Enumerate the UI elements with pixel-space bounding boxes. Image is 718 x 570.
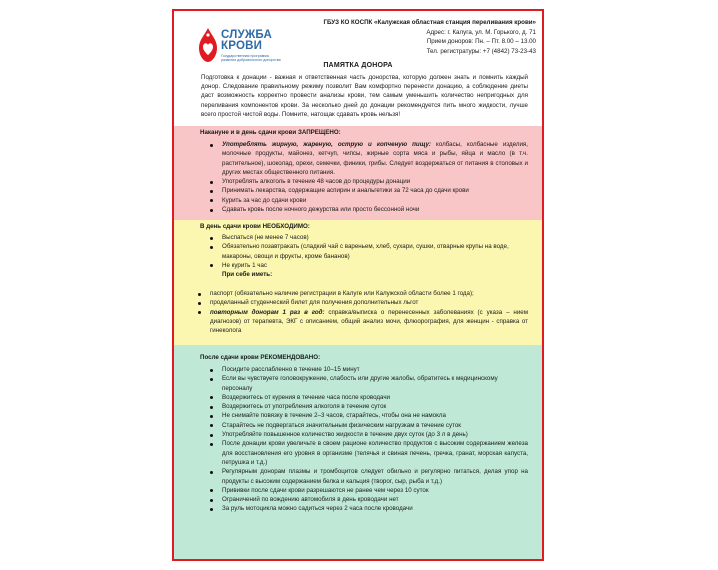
list-item: Употреблять жирную, жареную, острую и копченую пищу: колбасы, колбасные изделия, молочные продукты, майонез, кетчуп, чипсы, жирные сорта мяса и рыбы, яйца и масло (в т.ч. растительное), шоколад, орехи, семечки, финики, грибы. Следует воздержаться от питания в столовых и других местах общественного питания. xyxy=(174,140,528,177)
logo-subtitle: Государственная программа развития добровольного донорства xyxy=(221,54,281,63)
list-item: Принимать лекарства, содержащие аспирин и анальгетики за 72 часа до сдачи крови xyxy=(174,186,528,195)
list-item: Употребляйте повышенное количество жидкости в течение двух суток (до 3 л в день) xyxy=(174,430,528,439)
header-contacts xyxy=(296,18,536,56)
reception-hours: Прием доноров: Пн. – Пт. 8.00 – 13.00 xyxy=(426,38,536,46)
memo-title: ПАМЯТКА ДОНОРА xyxy=(323,62,393,69)
blood-drop-heart-icon xyxy=(196,26,220,66)
intro-paragraph: Подготовка к донации - важная и ответственная часть донорства, которую должен знать и помнить каждый донор. Следование правильному режиму позволит Вам комфортно перенести донацию, а соблюдение диеты даст возможность корректно провести анализы крови, тем самым уменьшить количество непригодных для переливания компонентов крови. За несколько дней до донации рекомендуется пить много жидкости, лучше всего простой чистой воды. Помните, натощак сдавать кровь нельзя! xyxy=(201,74,528,118)
list-item: Прививки после сдачи крови разрешаются не ранее чем через 10 суток xyxy=(174,486,528,495)
recommended-section xyxy=(174,345,542,561)
list-item: Старайтесь не подвергаться значительным физическим нагрузкам в течение суток xyxy=(174,421,528,430)
address: Адрес: г. Калуга, ул. М. Горького, д. 71 xyxy=(426,28,536,36)
forbidden-heading: Накануне и в день сдачи крови ЗАПРЕЩЕНО: xyxy=(200,129,341,136)
list-item: Не снимайте повязку в течение 2–3 часов, старайтесь, чтобы она не намокла xyxy=(174,411,528,420)
list-item: Посидите расслабленно в течение 10–15 минут xyxy=(174,365,528,374)
list-item: Воздержитесь от курения в течение часа после кроводачи xyxy=(174,393,528,402)
necessary-heading: В день сдачи крови НЕОБХОДИМО: xyxy=(200,223,310,230)
list-item: Выспаться (не менее 7 часов) xyxy=(174,233,528,242)
forbidden-section xyxy=(174,126,542,220)
organization-name: ГБУЗ КО КОСПК «Калужская областная станция переливания крови» xyxy=(323,19,536,26)
list-item: проделанный студенческий билет для получения дополнительных льгот xyxy=(174,298,528,307)
donor-memo-page xyxy=(172,9,544,561)
list-item: повторным донорам 1 раз в год: справка/выписка о перенесенных заболеваниях (с указа – нием диагнозов) от терапевта, ЭКГ с описанием, общий анализ мочи, флюорография, для женщин - справка от гинеколога xyxy=(174,308,528,336)
list-item: Сдавать кровь после ночного дежурства или просто бессонной ночи xyxy=(174,205,528,214)
list-item: Курить за час до сдачи крови xyxy=(174,196,528,205)
list-item: Ограничений по вождению автомобиля в день кроводачи нет xyxy=(174,495,528,504)
necessary-list xyxy=(174,233,528,279)
list-item: Употреблять алкоголь в течение 48 часов до процедуры донации xyxy=(174,177,528,186)
recommended-list xyxy=(174,365,528,514)
list-item: Если вы чувствуете головокружение, слабость или другие жалобы, обратитесь к медицинскому персоналу xyxy=(174,374,528,393)
recommended-heading: После сдачи крови РЕКОМЕНДОВАНО: xyxy=(200,354,321,361)
list-item: За руль мотоцикла можно садиться через 2 часа после кроводачи xyxy=(174,504,528,513)
bring-heading: При себе иметь: xyxy=(222,271,273,279)
list-item: паспорт (обязательно наличие регистрации в Калуге или Калужской области более 1 года); xyxy=(174,289,528,298)
list-item: Не курить 1 час xyxy=(174,261,528,270)
bring-list xyxy=(174,289,528,335)
list-item: Воздержитесь от употребления алкоголя в течение суток xyxy=(174,402,528,411)
registry-phone: Тел. регистратуры: +7 (4842) 73-23-43 xyxy=(426,47,536,55)
forbidden-list xyxy=(174,140,528,214)
list-item: После донации крови увеличьте в своем рационе количество продуктов с высоким содержанием железа для восстановления его уровня в организме (телячья и свиная печень, гречка, гранат, морская капуста, петрушка и т.д.) xyxy=(174,439,528,467)
list-item: Регулярным донорам плазмы и тромбоцитов следует обильно и регулярно питаться, делая упор на продукты с высоким содержанием белка и кальция (творог, сыр, рыба и т.д.) xyxy=(174,467,528,486)
necessary-section xyxy=(174,220,542,345)
logo-title: СЛУЖБА КРОВИ xyxy=(221,29,272,52)
list-item: Обязательно позавтракать (сладкий чай с вареньем, хлеб, сухари, сушки, отварные крупы на воде, макароны, овощи и фрукты, кроме бананов) xyxy=(174,242,528,261)
